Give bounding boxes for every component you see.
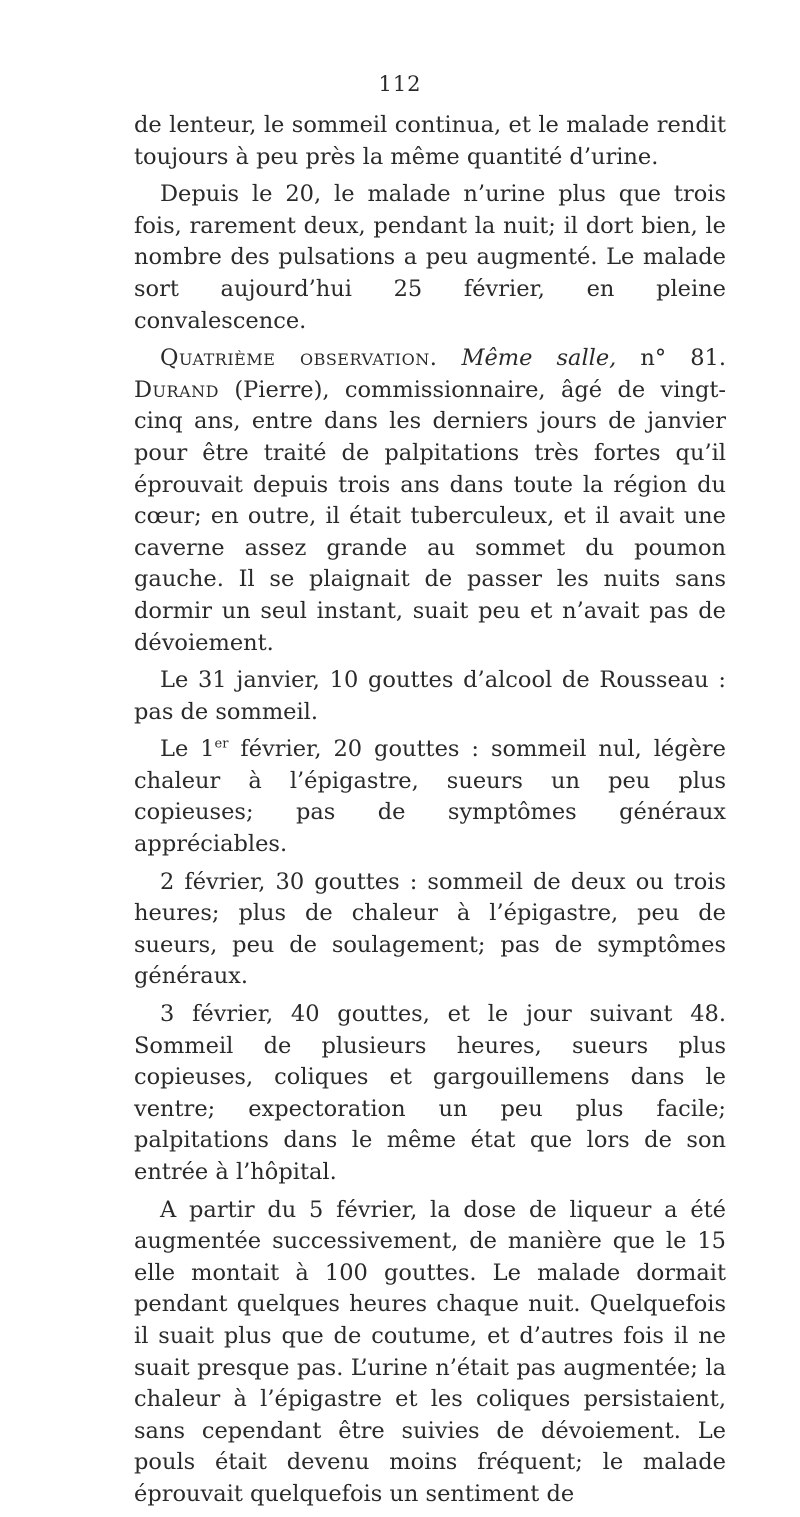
- paragraph-text: de lenteur, le sommeil continua, et le malade rendit toujours à peu près la même quantité d’urine.: [134, 112, 726, 170]
- page-number: 112: [378, 72, 422, 96]
- paragraph-text: (Pierre), commissionnaire, âgé de vingt-cinq ans, entre dans les derniers jours de janvier pour être traité de palpitations très fortes qu’il éprouvait depuis trois ans dans toute la région du cœur; en outre, il était tuberculeux, et il avait une caverne assez grande au sommet du poumon gauche. Il se plaignait de passer les nuits sans dormir un seul instant, suait peu et n’avait pas de dévoiement.: [134, 376, 726, 656]
- paragraph-lead: Le 1: [160, 736, 215, 763]
- paragraph-feb-2: [134, 867, 726, 993]
- paragraph-fourth-observation: [134, 343, 726, 659]
- paragraph-text: Le 31 janvier, 10 gouttes d’alcool de Rousseau : pas de sommeil.: [134, 667, 726, 725]
- paragraph-text: 2 février, 30 gouttes : sommeil de deux ou trois heures; plus de chaleur à l’épigastre, peu de sueurs, peu de soulagement; pas de symptômes généraux.: [134, 868, 726, 990]
- paragraph-feb-1: [134, 734, 726, 860]
- observation-heading: Quatrième observation.: [160, 345, 438, 372]
- paragraph-text: A partir du 5 février, la dose de liqueur a été augmentée successivement, de manière que le 15 elle montait à 100 gouttes. Le malade dormait pendant quelques heures chaque nuit. Quelquefois il suait plus que de coutume, et d’autres fois il ne suait presque pas. L’urine n’était pas augmentée; la chaleur à l’épigastre et les coliques persistaient, sans cependant être suivies de dévoiement. Le pouls était devenu moins fréquent; le malade éprouvait quelquefois un sentiment de: [134, 1196, 726, 1507]
- ordinal-superscript: er: [214, 736, 229, 752]
- patient-name: Durand: [134, 376, 219, 403]
- paragraph-convalescence: [134, 179, 726, 337]
- ward-number: n° 81.: [640, 345, 726, 372]
- paragraph-text: Depuis le 20, le malade n’urine plus que trois fois, rarement deux, pendant la nuit; il dort bien, le nombre des pulsations a peu augmenté. Le malade sort aujourd’hui 25 février, en pleine convalescence.: [134, 181, 726, 334]
- paragraph-continuation: [134, 110, 726, 173]
- paragraph-jan-31: [134, 665, 726, 728]
- paragraph-text: février, 20 gouttes : sommeil nul, légère chaleur à l’épigastre, sueurs un peu plus copieuses; pas de symptômes généraux appréciables.: [134, 736, 726, 858]
- paragraph-feb-3: [134, 999, 726, 1189]
- ward-label: Même salle,: [461, 345, 617, 372]
- paragraph-text: 3 février, 40 gouttes, et le jour suivant 48. Sommeil de plusieurs heures, sueurs plus copieuses, coliques et gargouillemens dans le ventre; expectoration un peu plus facile; palpitations dans le même état que lors de son entrée à l’hôpital.: [134, 1001, 726, 1185]
- paragraph-feb-5: [134, 1195, 726, 1511]
